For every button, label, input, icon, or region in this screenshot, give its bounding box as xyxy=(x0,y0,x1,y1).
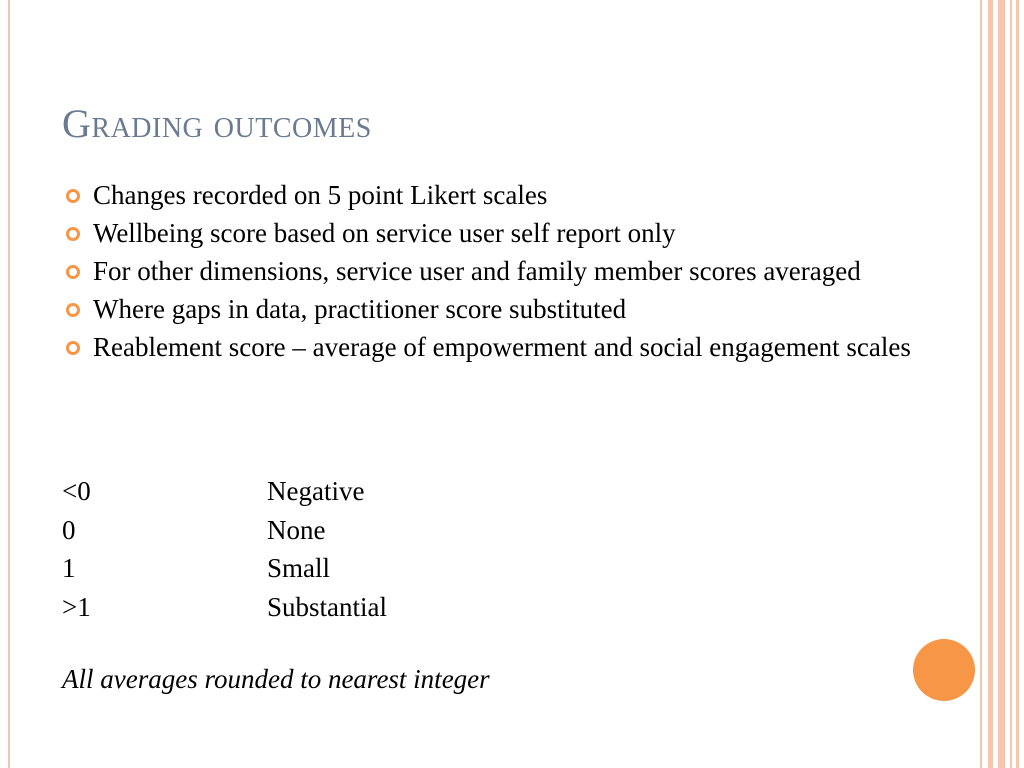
border-line-right-2 xyxy=(988,0,993,768)
bullet-item xyxy=(62,218,942,248)
grade-row xyxy=(62,511,387,550)
circle-bullet-icon xyxy=(66,265,80,279)
bullet-list xyxy=(62,180,942,370)
grade-score: <0 xyxy=(62,476,91,506)
grade-label: Small xyxy=(267,553,331,583)
circle-bullet-icon xyxy=(66,227,80,241)
border-line-right-4 xyxy=(1010,0,1012,768)
border-line-right-1 xyxy=(980,0,982,768)
bullet-item xyxy=(62,332,942,362)
bullet-text: Wellbeing score based on service user self report only xyxy=(93,218,676,248)
grade-score: 1 xyxy=(62,553,76,583)
bullet-text: For other dimensions, service user and family member scores averaged xyxy=(93,256,861,286)
grade-row xyxy=(62,588,387,627)
bullet-text: Where gaps in data, practitioner score substituted xyxy=(93,294,627,324)
border-line-right-3 xyxy=(998,0,1005,768)
footnote: All averages rounded to nearest integer xyxy=(62,664,490,694)
bullet-item xyxy=(62,294,942,324)
bullet-item xyxy=(62,256,942,286)
orange-circle-decoration xyxy=(913,639,975,701)
grade-label: Negative xyxy=(267,476,365,506)
grade-row xyxy=(62,472,387,511)
grade-label: Substantial xyxy=(267,591,387,622)
grade-label: None xyxy=(267,514,326,545)
slide-title: Grading outcomes xyxy=(62,101,372,146)
bullet-text: Changes recorded on 5 point Likert scales xyxy=(93,180,548,210)
circle-bullet-icon xyxy=(66,303,80,317)
border-line-right-5 xyxy=(1016,0,1019,768)
grade-scale-list xyxy=(62,472,387,626)
bullet-text: Reablement score – average of empowerment and social engagement scales xyxy=(93,332,911,362)
grade-score: 0 xyxy=(62,514,76,545)
circle-bullet-icon xyxy=(66,341,80,355)
circle-bullet-icon xyxy=(66,189,80,203)
grade-score: >1 xyxy=(62,591,91,622)
bullet-item xyxy=(62,180,942,210)
border-line-left xyxy=(8,0,10,768)
grade-row xyxy=(62,549,387,588)
